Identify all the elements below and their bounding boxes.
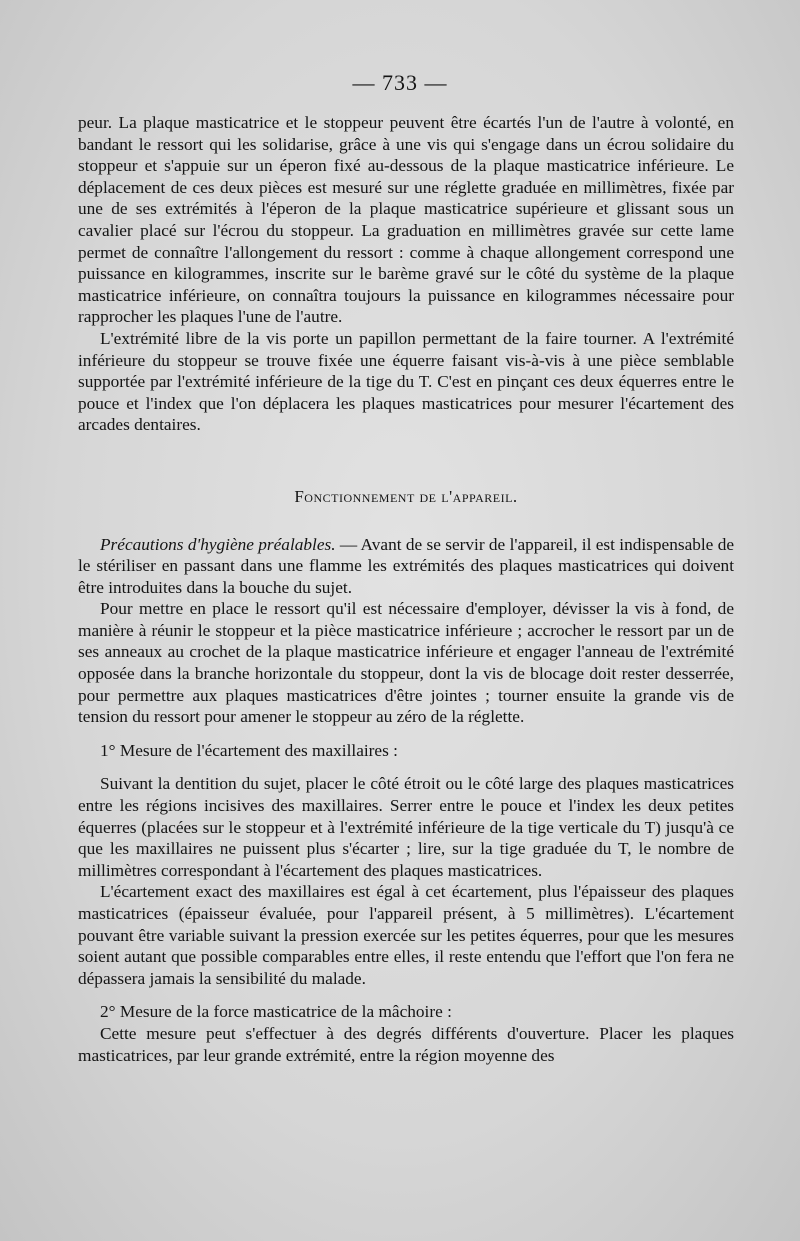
paragraph-9: Cette mesure peut s'effectuer à des degrés différents d'ouverture. Placer les plaques masticatrices, par leur grande extrémité, entre la région moyenne des: [78, 1023, 734, 1065]
subheading-2: 2° Mesure de la force masticatrice de la mâchoire :: [100, 1002, 452, 1022]
paragraph-7: L'écartement exact des maxillaires est égal à cet écartement, plus l'épaisseur des plaques masticatrices (épaisseur évaluée, pour l'appareil présent, à 5 millimètres). L'écartement pouvant être variable suivant la pression exercée sur les petites équerres, pour que les mesures soient autant que possible comparables entre elles, il reste entendu que l'effort que l'on fera ne dépassera jamais la sensibilité du malade.: [78, 882, 734, 988]
paragraph-1: peur. La plaque masticatrice et le stoppeur peuvent être écartés l'un de l'autre à volonté, en bandant le ressort qui les solidarise, grâce à une vis qui s'engage dans un écrou solidaire du stoppeur et s'appuie sur un éperon fixé au-dessous de la plaque masticatrice inférieure. Le déplacement de ces deux pièces est mesuré sur une réglette graduée en millimètres, fixée par une de ses extrémités à l'éperon de la plaque masticatrice supérieure et glissant sous un cavalier placé sur l'écrou du stoppeur. La graduation en millimètres gravée sur cette lame permet de connaître l'allongement du ressort : comme à chaque allongement correspond une puissance en kilogrammes, inscrite sur le barème gravé sur le côté du système de la plaque masticatrice inférieure, on connaîtra toujours la puissance en kilogrammes nécessaire pour rapprocher les plaques l'une de l'autre.: [78, 113, 734, 327]
subheading-1: 1° Mesure de l'écartement des maxillaires :: [100, 740, 398, 760]
paragraph-6: Suivant la dentition du sujet, placer le côté étroit ou le côté large des plaques masticatrices entre les régions incisives des maxillaires. Serrer entre le pouce et l'index les deux petites équerres (placées sur le stoppeur et à l'extrémité inférieure de la tige verticale du T) jusqu'à ce que les maxillaires ne puissent plus s'écarter ; lire, sur la tige graduée du T, le nombre de millimètres correspondant à l'écartement des plaques masticatrices.: [78, 774, 734, 880]
paragraph-3-text: — Avant de se servir de l'appareil, il est indispensable de le stériliser en passant dans une flamme les extrémités des plaques masticatrices qui doivent être introduites dans la bouche du sujet.: [78, 534, 734, 597]
paragraph-4: Pour mettre en place le ressort qu'il est nécessaire d'employer, dévisser la vis à fond, de manière à réunir le stoppeur et la pièce masticatrice inférieure ; accrocher le ressort par un de ses anneaux au crochet de la plaque masticatrice inférieure et engager l'anneau de l'extrémité opposée dans la branche horizontale du stoppeur, dont la vis de blocage doit rester desserrée, pour permettre aux plaques masticatrices d'être jointes ; tourner ensuite la grande vis de tension du ressort pour amener le stoppeur au zéro de la réglette.: [78, 599, 734, 727]
paragraph-3: [78, 534, 734, 599]
paragraph-2: L'extrémité libre de la vis porte un papillon permettant de la faire tourner. A l'extrémité inférieure du stoppeur se trouve fixée une équerre faisant vis-à-vis à une pièce semblable supportée par l'extrémité inférieure de la tige du T. C'est en pinçant ces deux équerres entre le pouce et l'index que l'on déplacera les plaques masticatrices pour mesurer l'écartement des arcades dentaires.: [78, 328, 734, 435]
section-heading: Fonctionnement de l'appareil.: [294, 486, 518, 506]
page-number: — 733 —: [352, 70, 448, 95]
page-body: [78, 112, 734, 1066]
paragraph-3-lead: Précautions d'hygiène préalables.: [100, 534, 336, 554]
